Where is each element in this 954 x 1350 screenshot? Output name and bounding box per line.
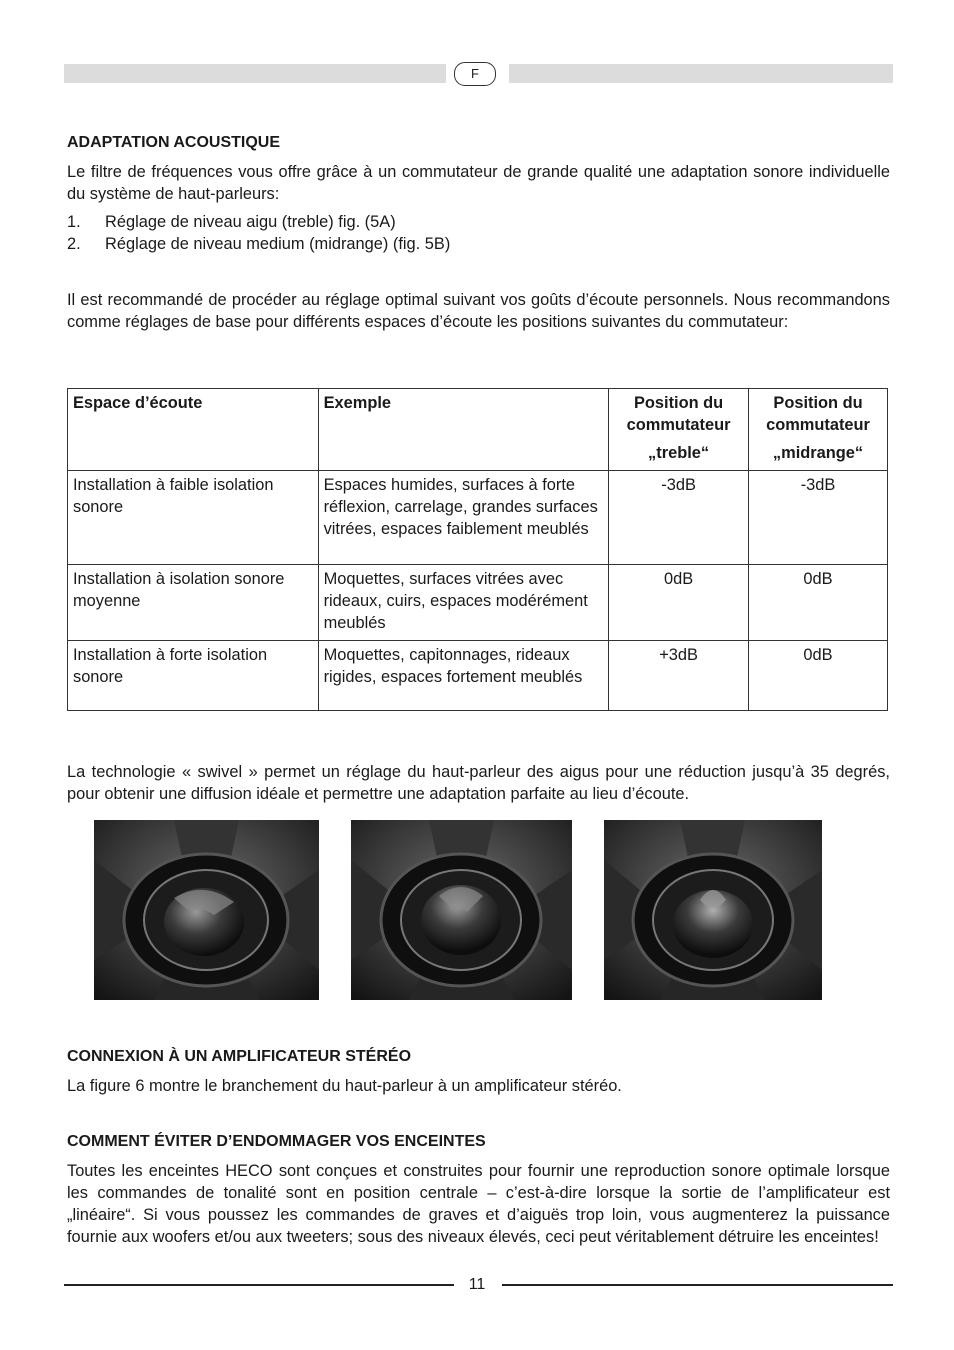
tweeter-photo-2 <box>351 820 572 1000</box>
cell-treble: +3dB <box>609 641 749 711</box>
header-space: Espace d’écoute <box>68 389 319 471</box>
header-midrange <box>749 389 888 471</box>
table-row <box>68 471 888 565</box>
header-bar-right <box>509 64 893 83</box>
section-title-damage: COMMENT ÉVITER D’ENDOMMAGER VOS ENCEINTES <box>67 1133 486 1150</box>
language-badge: F <box>454 62 496 86</box>
header-bar-left <box>64 64 446 83</box>
section-title-adaptation: ADAPTATION ACOUSTIQUE <box>67 134 281 151</box>
footer-line-left <box>64 1284 454 1286</box>
cell-midrange: 0dB <box>749 641 888 711</box>
table-header-row <box>68 389 888 471</box>
page-number: 11 <box>468 1276 486 1293</box>
intro-paragraph: Le filtre de fréquences vous offre grâce à un commutateur de grande qualité une adaptation sonore individuelle du système de haut-parleurs: <box>67 163 890 203</box>
table-row <box>68 565 888 641</box>
list-number: 2. <box>67 235 81 253</box>
list-item <box>67 211 396 233</box>
cell-treble: -3dB <box>609 471 749 565</box>
header-midrange-name: „midrange“ <box>772 444 864 462</box>
header-example: Exemple <box>318 389 609 471</box>
list-number: 1. <box>67 213 81 231</box>
cell-example: Espaces humides, surfaces à forte réflexion, carrelage, grandes surfaces vitrées, espaces faiblement meublés <box>318 471 609 565</box>
tweeter-photo-1 <box>94 820 319 1000</box>
header-treble-name: „treble“ <box>648 444 710 462</box>
cell-space: Installation à forte isolation sonore <box>68 641 319 711</box>
list-text: Réglage de niveau medium (midrange) (fig. 5B) <box>105 235 451 253</box>
cell-treble: 0dB <box>609 565 749 641</box>
section-title-connexion: CONNEXION À UN AMPLIFICATEUR STÉRÉO <box>67 1048 412 1065</box>
cell-midrange: -3dB <box>749 471 888 565</box>
header-treble <box>609 389 749 471</box>
header-treble-label: Position du commutateur <box>626 394 731 434</box>
table-row <box>68 641 888 711</box>
recommendation-paragraph: Il est recommandé de procéder au réglage optimal suivant vos goûts d’écoute personnels. Nous recommandons comme réglages de base pour différents espaces d’écoute les positions suivantes du commutateur: <box>67 291 890 331</box>
header-midrange-label: Position du commutateur <box>766 394 870 434</box>
connexion-paragraph: La figure 6 montre le branchement du haut-parleur à un amplificateur stéréo. <box>67 1077 622 1095</box>
cell-space: Installation à isolation sonore moyenne <box>68 565 319 641</box>
footer-line-right <box>502 1284 893 1286</box>
settings-table <box>67 388 888 711</box>
cell-example: Moquettes, capitonnages, rideaux rigides, espaces fortement meublés <box>318 641 609 711</box>
damage-paragraph: Toutes les enceintes HECO sont conçues et construites pour fournir une reproduction sonore optimale lorsque les commandes de tonalité sont en position centrale – c’est-à-dire lorsque la sortie de l’amplificateur est „linéaire“. Si vous poussez les commandes de graves et d’aiguës trop loin, vous augmenterez la puissance fournie aux woofers et/ou aux tweeters; sous des niveaux élevés, ceci peut véritablement détruire les enceintes! <box>67 1162 890 1246</box>
cell-space: Installation à faible isolation sonore <box>68 471 319 565</box>
swivel-paragraph: La technologie « swivel » permet un réglage du haut-parleur des aigus pour une réduction jusqu’à 35 degrés, pour obtenir une diffusion idéale et permettre une adaptation parfaite au lieu d’écoute. <box>67 763 890 803</box>
list-item <box>67 233 450 255</box>
cell-midrange: 0dB <box>749 565 888 641</box>
tweeter-photo-3 <box>604 820 822 1000</box>
cell-example: Moquettes, surfaces vitrées avec rideaux, cuirs, espaces modérément meublés <box>318 565 609 641</box>
list-text: Réglage de niveau aigu (treble) fig. (5A) <box>105 213 396 231</box>
